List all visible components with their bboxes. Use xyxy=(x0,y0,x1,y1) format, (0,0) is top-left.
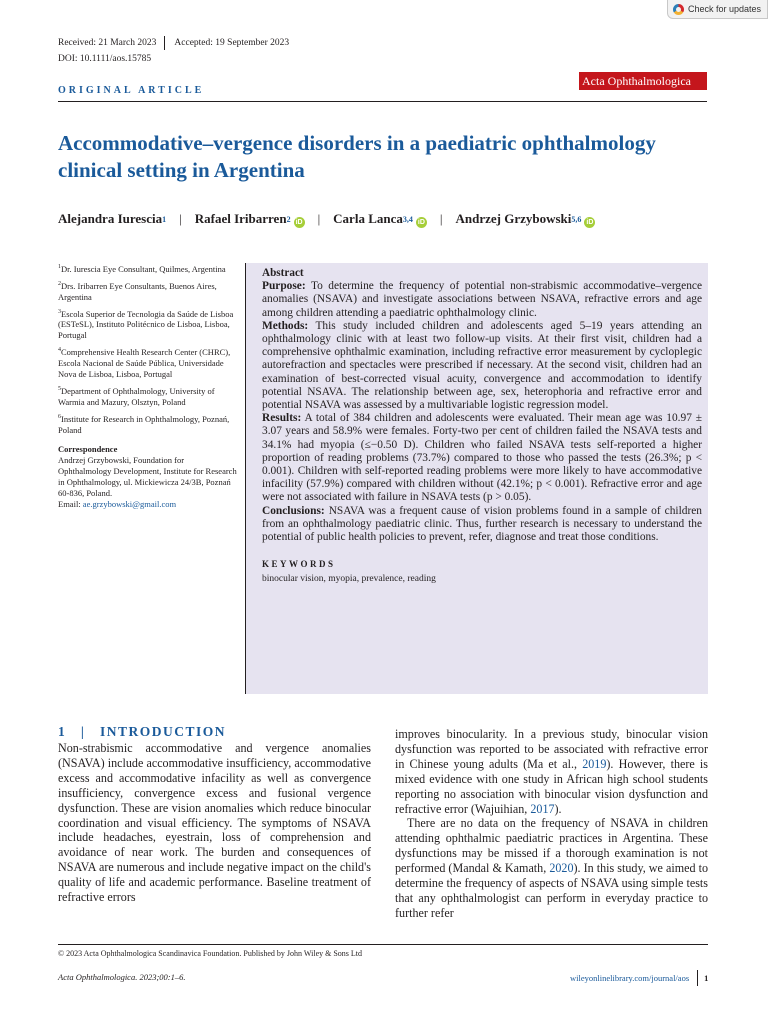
section-heading-introduction: 1 | INTRODUCTION xyxy=(58,724,226,739)
author-affil-sup[interactable]: 2 xyxy=(286,215,291,224)
orcid-icon[interactable]: iD xyxy=(295,219,303,226)
abstract-purpose: Purpose: To determine the frequency of potential non-strabismic accommodative–vergence anomalies (NSAVA) and investigate associations between NSAVA, refractive errors and age among children attending a paediatric ophthalmology clinic. xyxy=(262,280,702,319)
affiliations xyxy=(58,262,238,514)
title-line-1: Accommodative–vergence disorders in a paediatric ophthalmology xyxy=(58,131,656,155)
affiliation-item: $^5$Department of Ophthalmology, University of Warmia and Mazury, Olsztyn, Poland xyxy=(58,386,215,408)
journal-logo: Acta Ophthalmologica xyxy=(579,72,707,90)
affiliation-item: $^2$Drs. Iribarren Eye Consultants, Buenos Aires, Argentina xyxy=(58,280,217,302)
title-line-2: clinical setting in Argentina xyxy=(58,158,305,182)
page-number: 1 xyxy=(704,973,709,983)
footer-right xyxy=(570,970,708,986)
author-name[interactable]: Alejandra Iurescia xyxy=(58,211,163,226)
body-column-right xyxy=(395,727,708,921)
author-divider: | xyxy=(317,211,321,226)
abstract-heading: Abstract xyxy=(262,267,304,279)
keywords: binocular vision, myopia, prevalence, reading xyxy=(262,574,436,585)
article-dates xyxy=(58,36,289,50)
abstract-conclusions: Conclusions: NSAVA was a frequent cause of vision problems found in a sample of children from an ophthalmology paediatric clinic. Thus, further research is necessary to understand the potential of public health policies to prevent, refer, diagnose and treat those conditions. xyxy=(262,504,702,544)
author-divider: | xyxy=(179,211,182,226)
author-affil-sup[interactable]: 3,4 xyxy=(402,215,413,224)
citation-link[interactable]: 2019 xyxy=(582,756,607,771)
author-name[interactable]: Rafael Iribarren xyxy=(194,211,287,226)
author-divider: | xyxy=(439,211,443,226)
abstract-results: Results: A total of 384 children and adolescents were evaluated. Their mean age was 10.97 ± 3.07 years and 58.9% were females. Forty-two per cent of children failed the NSAVA tests and 34.1% had myopia (≤−0.50 D). Children who failed NSAVA tests self-reported a higher proportion of reading problems (73.7%) compared to those who passed the tests (26.3%; p < 0.001). Children with self-reported reading problems were more likely to have accommodative infacility (57.9%) compared with children without (42.1%; p < 0.001). Refractive error and age were not associated with failure in NSAVA tests (p > 0.05). xyxy=(262,412,702,504)
intro-paragraph-2: improves binocularity. In a previous study, binocular vision dysfunction was reported to be associated with refractive error in Chinese young adults (Ma et al., 2019). However, there is mixed evidence with one study in African high school students reporting no association with binocular vision dysfunction and refractive error (Wajuihian, 2017). xyxy=(395,727,708,816)
affiliation-item: $^4$Comprehensive Health Research Center (CHRC), Escola Nacional de Saúde Pública, Universidade Nova de Lisboa, Lisboa, Portugal xyxy=(58,347,231,380)
email-link[interactable]: ae.grzybowski@gmail.com xyxy=(82,498,177,509)
orcid-icon[interactable]: iD xyxy=(586,219,594,226)
affiliation-item: $^6$Institute for Research in Ophthalmology, Poznań, Poland xyxy=(58,413,230,435)
copyright: © 2023 Acta Ophthalmologica Scandinavica Foundation. Published by John Wiley & Sons Ltd xyxy=(58,949,363,958)
author-affil-sup[interactable]: 5,6 xyxy=(571,215,582,224)
check-for-updates-label: Check for updates xyxy=(688,4,762,14)
article-type: ORIGINAL ARTICLE xyxy=(58,85,205,96)
journal-citation: Acta Ophthalmologica. 2023;00:1–6. xyxy=(58,972,186,982)
author-name[interactable]: Andrzej Grzybowski xyxy=(455,211,572,226)
crossmark-icon xyxy=(673,4,684,15)
intro-paragraph-3: There are no data on the frequency of NSAVA in children attending ophthalmic paediatric practices in Argentina. These dysfunctions may be missed if a thorough examination is not performed (Mandal & Kamath, 2020). In this study, we aimed to determine the frequency of aspects of NSAVA using simple tests that any ophthalmologist can perform in everyday practice to further refer xyxy=(395,816,708,920)
journal-url-link[interactable]: wileyonlinelibrary.com/journal/aos xyxy=(570,973,690,983)
doi[interactable]: DOI: 10.1111/aos.15785 xyxy=(58,54,152,64)
citation-link[interactable]: 2020 xyxy=(549,861,574,876)
orcid-icon[interactable]: iD xyxy=(417,219,425,226)
received-date: Received: 21 March 2023 xyxy=(58,38,157,48)
correspondence-text: Andrzej Grzybowski, Foundation for Ophthalmology Development, Institute for Research in Ophthalmology, ul. Mickiewicza 24/3B, Poznań 60-836, Poland. Email: ae.grzybowski@gmail.com xyxy=(58,454,237,509)
citation-link[interactable]: 2017 xyxy=(530,801,555,816)
affiliation-item: $^3$Escola Superior de Tecnologia da Saúde de Lisboa (ESTeSL), Instituto Politécnico de Lisboa, Lisboa, Portugal xyxy=(58,308,234,341)
author-name[interactable]: Carla Lanca xyxy=(333,211,403,226)
intro-paragraph-1: Non-strabismic accommodative and vergence anomalies (NSAVA) include accommodative insufficiency, accommodative excess and accommodative infacility as well as convergence insufficiency, convergence excess and fusional vergence dysfunction. These are vision anomalies which reduce binocular coordination and visual efficiency. The symptoms of NSAVA include headaches, eyestrain, loss of comprehension and avoidance of near work. The burden and consequences of NSAVA are numerous and include negative impact on the child's quality of life and academic performance. Baseline treatment of refractive errors xyxy=(58,741,371,905)
keywords-heading: KEYWORDS xyxy=(262,559,336,570)
affiliation-item: $^1$Dr. Iurescia Eye Consultant, Quilmes, Argentina xyxy=(58,263,226,274)
date-divider xyxy=(164,36,165,50)
author-list xyxy=(58,211,595,227)
footer-divider xyxy=(58,944,708,945)
footer-divider-bar xyxy=(697,970,698,986)
correspondence-heading: Correspondence xyxy=(58,443,118,454)
abstract-methods: Methods: This study included children and adolescents aged 5–19 years attending an ophthalmology clinic with at least two follow-up visits. At their first visit, children had a comprehensive ophthalmic examination, including refractive error measurement by cycloplegic autorefraction and spectacles were prescribed if necessary. At the second visit, children had an examination of best-corrected visual acuity, convergence and accommodation to identify potential NSAVA. The relationship between age, sex, heterophoria and refractive error and potential NSAVA was assessed by a multivariable logistic regression model. xyxy=(262,319,702,412)
article-title xyxy=(58,130,708,184)
body-column-left xyxy=(58,741,371,905)
check-for-updates-button[interactable] xyxy=(667,0,768,19)
accepted-date: Accepted: 19 September 2023 xyxy=(174,38,290,48)
abstract-box xyxy=(245,263,708,694)
header-divider xyxy=(58,101,707,102)
author-affil-sup[interactable]: 1 xyxy=(162,215,167,224)
